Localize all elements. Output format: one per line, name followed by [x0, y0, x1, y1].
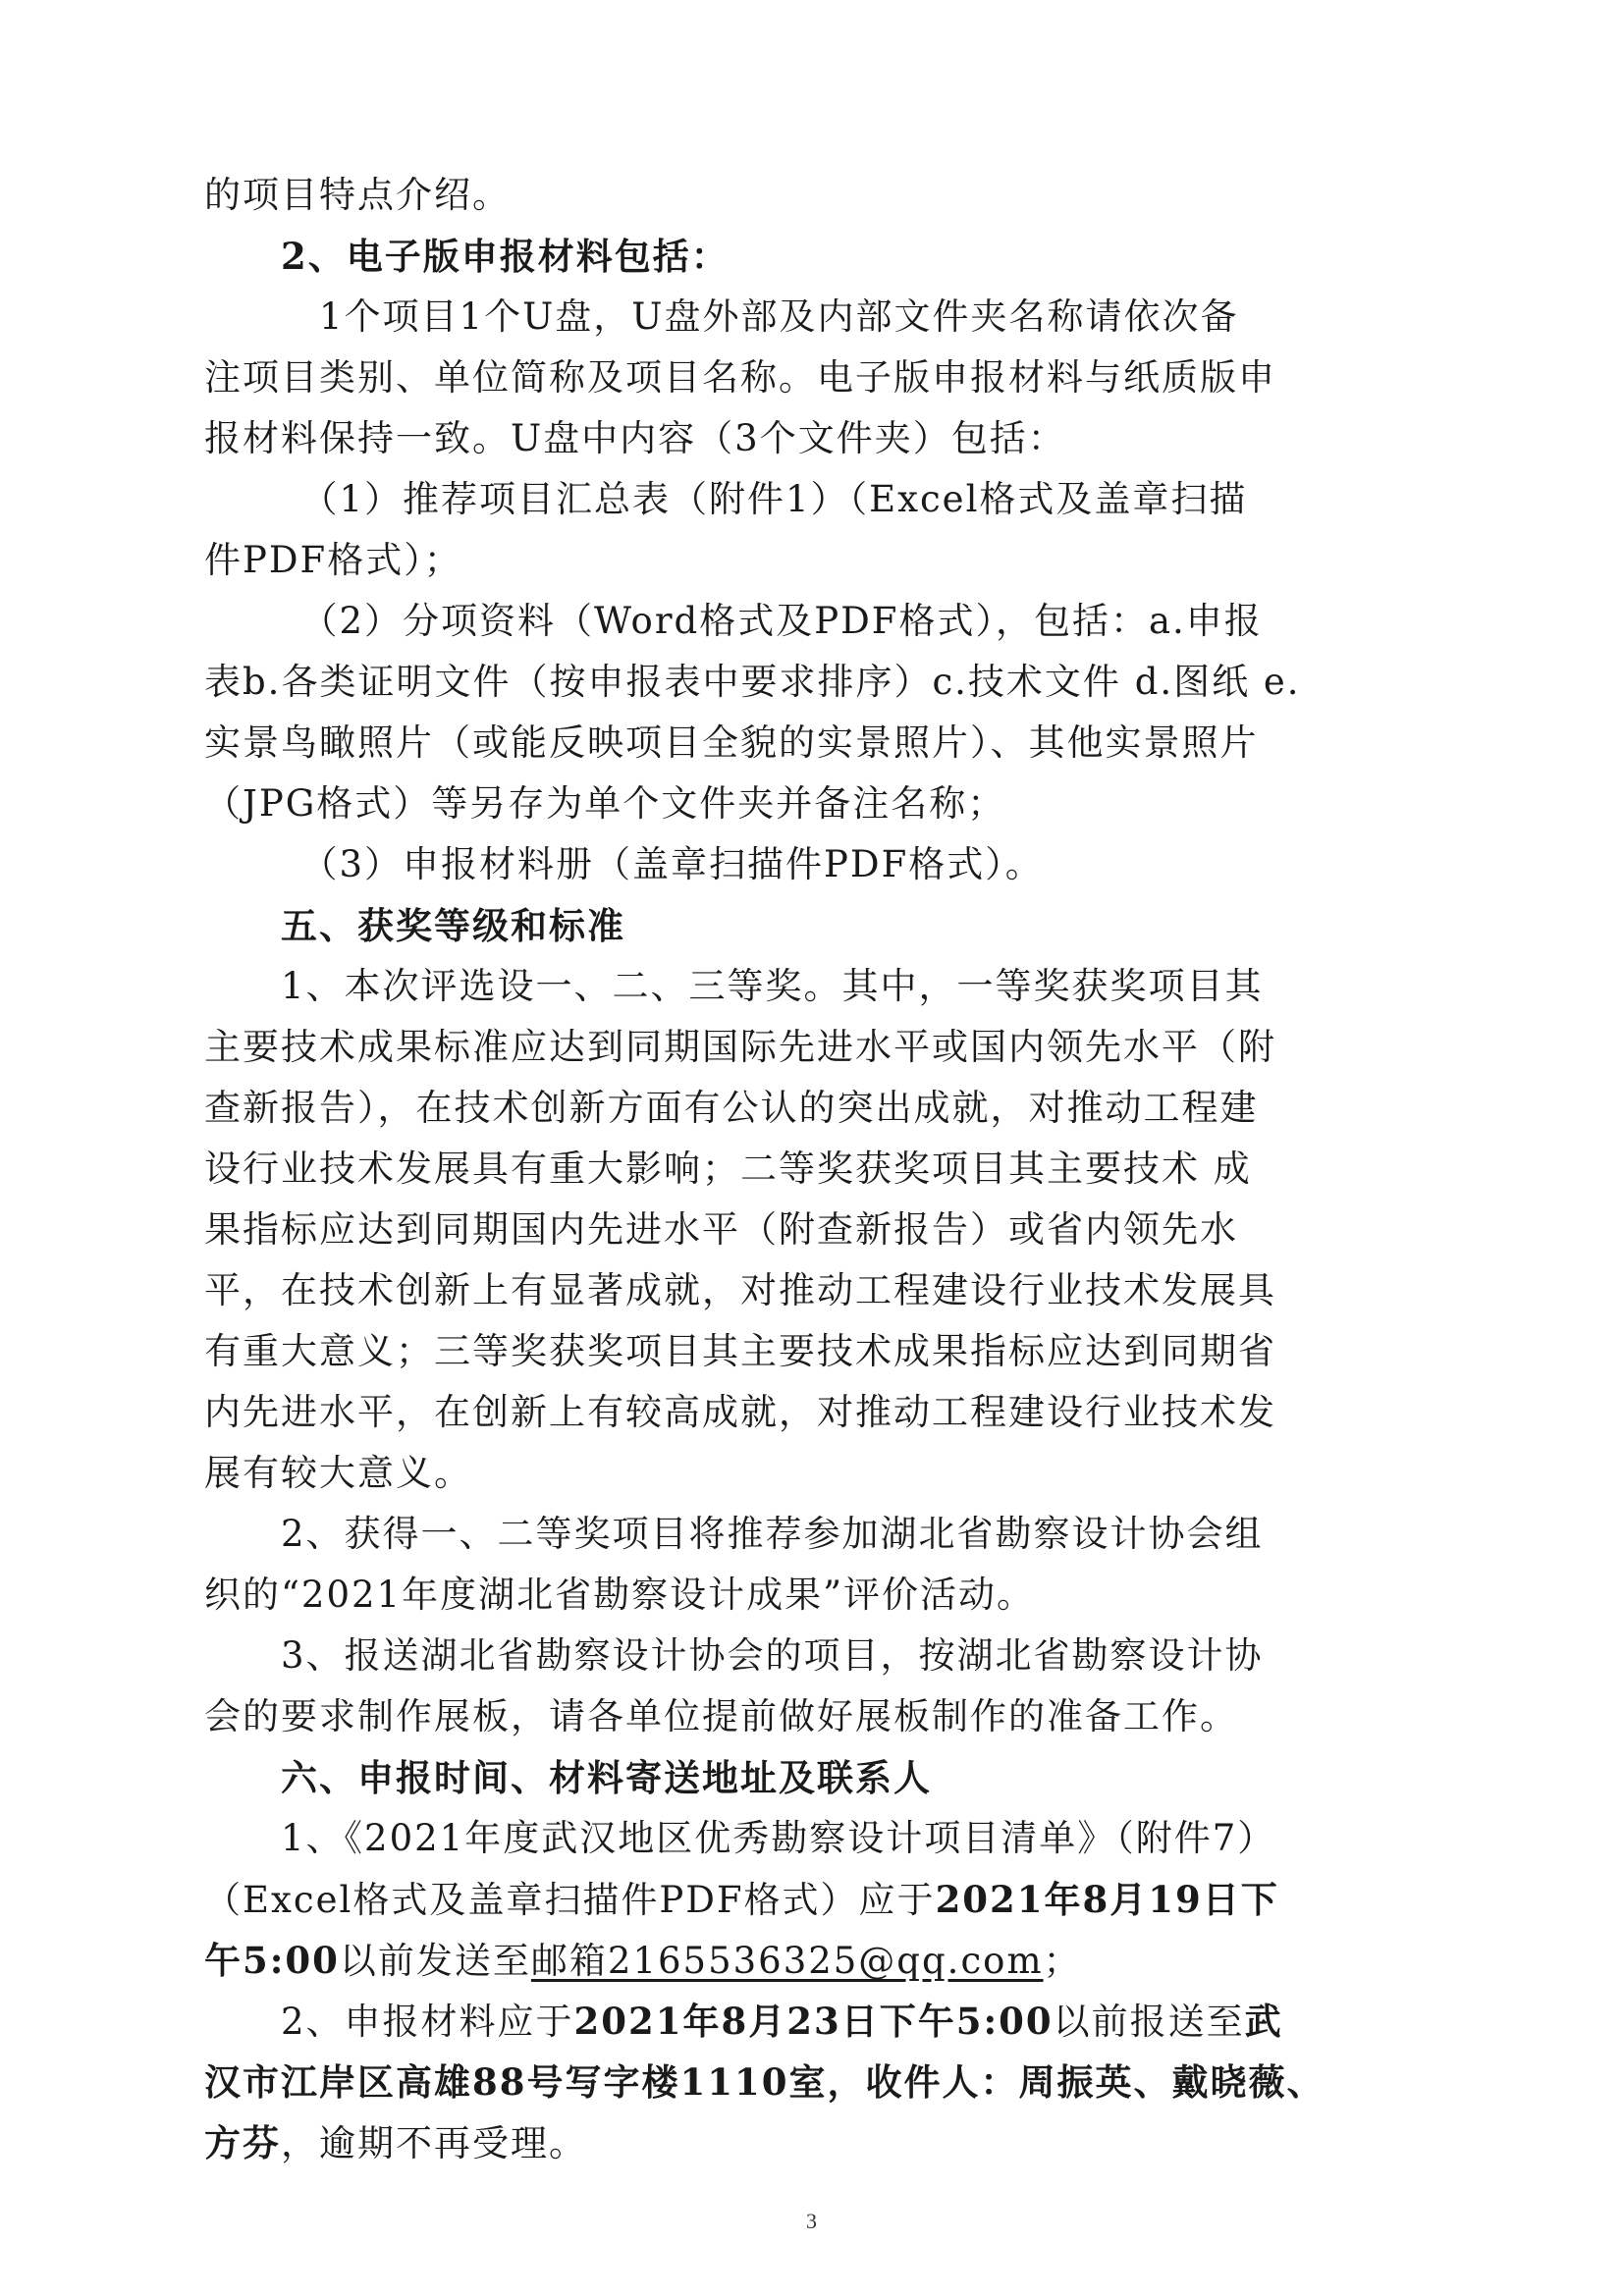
email-link[interactable]: 邮箱2165536325@qq.com — [530, 1940, 1044, 1982]
body-text-line: 的项目特点介绍。 — [204, 174, 511, 216]
deadline-paragraph-line-2 — [204, 1869, 1441, 1930]
document-body — [204, 165, 1441, 1808]
body-text-line: 设行业技术发展具有重大影响；二等奖获奖项目其主要技术 成 — [204, 1148, 1252, 1190]
body-text-line: （2）分项资料（Word格式及PDF格式），包括：a.申报 — [204, 600, 1263, 642]
deadline-paragraph-line-1 — [204, 1808, 1441, 1869]
page-number: 3 — [806, 2209, 817, 2233]
body-text-line: 内先进水平，在创新上有较高成就，对推动工程建设行业技术发 — [204, 1391, 1276, 1433]
deadline-format-text: （Excel格式及盖章扫描件PDF格式）应于 — [204, 1879, 936, 1921]
submission-address-start: 武 — [1244, 2000, 1283, 2043]
body-text-line: 件PDF格式）； — [204, 539, 462, 581]
body-text-line: 展有较大意义。 — [204, 1452, 472, 1494]
deadline-end-punct: ； — [1043, 1940, 1082, 1982]
body-text-line: 主要技术成果标准应达到同期国际先进水平或国内领先水平（附 — [204, 1026, 1276, 1068]
submission-paragraph-line-3 — [204, 2112, 1441, 2173]
submission-deadline: 2021年8月23日下午5:00 — [573, 2000, 1054, 2043]
body-text-line: 2、获得一、二等奖项目将推荐参加湖北省勘察设计协会组 — [204, 1513, 1264, 1555]
deadline-paragraph-line-3 — [204, 1930, 1441, 1991]
recipient-name: 方芬 — [204, 2121, 281, 2164]
submission-paragraph-line-2 — [204, 2052, 1441, 2112]
section-heading: 六、申报时间、材料寄送地址及联系人 — [204, 1756, 932, 1799]
section-heading: 2、电子版申报材料包括： — [204, 235, 730, 278]
body-text-line: 查新报告），在技术创新方面有公认的突出成就，对推动工程建 — [204, 1087, 1259, 1129]
body-text-line: 实景鸟瞰照片（或能反映项目全貌的实景照片）、其他实景照片 — [204, 721, 1259, 764]
submission-address: 汉市江岸区高雄88号写字楼1110室，收件人：周振英、戴晓薇、 — [204, 2060, 1325, 2104]
body-text-line: 注项目类别、单位简称及项目名称。电子版申报材料与纸质版申 — [204, 356, 1276, 399]
submission-send-text: 以前报送至 — [1053, 2001, 1245, 2043]
body-text-line: 织的“2021年度湖北省勘察设计成果”评价活动。 — [204, 1574, 1035, 1616]
deadline-date: 2021年8月19日下 — [935, 1878, 1279, 1921]
body-text-line: 报材料保持一致。U盘中内容（3个文件夹）包括： — [204, 417, 1066, 459]
submission-intro-text: 2、申报材料应于 — [204, 2001, 574, 2043]
body-text-line: 平，在技术创新上有显著成就，对推动工程建设行业技术发展具 — [204, 1269, 1276, 1311]
submission-end-text: ，逾期不再受理。 — [281, 2122, 587, 2164]
body-text-line: 3、报送湖北省勘察设计协会的项目，按湖北省勘察设计协 — [204, 1634, 1264, 1677]
body-text-line: （3）申报材料册（盖章扫描件PDF格式）。 — [204, 843, 1044, 885]
deadline-time: 午5:00 — [204, 1939, 340, 1982]
body-text-line: 1个项目1个U盘，U盘外部及内部文件夹名称请依次备 — [204, 295, 1239, 338]
body-text-line: 果指标应达到同期国内先进水平（附查新报告）或省内领先水 — [204, 1208, 1238, 1251]
deadline-send-text: 以前发送至 — [339, 1940, 531, 1982]
body-text-line: （1）推荐项目汇总表（附件1）（Excel格式及盖章扫描 — [204, 478, 1248, 520]
body-text-line: 会的要求制作展板，请各单位提前做好展板制作的准备工作。 — [204, 1695, 1238, 1737]
deadline-list-text: 1、《2021年度武汉地区优秀勘察设计项目清单》（附件7） — [204, 1817, 1276, 1859]
body-text-line: （JPG格式）等另存为单个文件夹并备注名称； — [204, 782, 1006, 825]
section-heading: 五、获奖等级和标准 — [204, 904, 625, 947]
body-text-line: 1、本次评选设一、二、三等奖。其中，一等奖获奖项目其 — [204, 965, 1264, 1007]
contact-section — [204, 1808, 1441, 2173]
body-text-line: 有重大意义；三等奖获奖项目其主要技术成果指标应达到同期省 — [204, 1330, 1276, 1372]
body-text-line: 表b.各类证明文件（按申报表中要求排序）c.技术文件 d.图纸 e. — [204, 661, 1301, 703]
submission-paragraph-line-1 — [204, 1991, 1441, 2052]
